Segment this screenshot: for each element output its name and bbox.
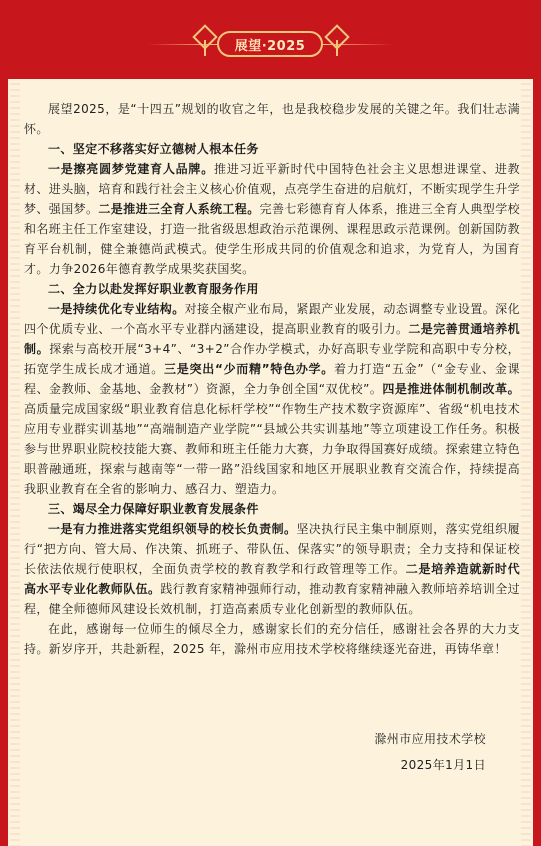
bold-lead: 一是擦亮圆梦党建育人品牌。 [48,162,214,176]
body-text: 完善七彩德育育人体系，推进三全育人典型学校和名班主任工作室建设，打造一批省级思想政治示范课例、课程思政示范课例。创新国防教育平台机制，健全兼德尚武模式。使学生形成共同的价值观念和追求，为党育人，为国育才。力争2026年德育教学成果奖获国奖。 [24,202,521,276]
bold-lead: 一是持续优化专业结构。 [48,302,185,316]
header-banner [0,0,541,78]
section-heading: 三、竭尽全力保障好职业教育发展条件 [48,502,259,516]
tassel-icon [204,40,206,56]
bold-lead: 四是推进体制机制改革。 [382,382,520,396]
page-title: 展望·2025 [217,31,323,57]
body-text: 坚决执行民主集中制原则，落实党组织履行“把方向、管大局、作决策、抓班子、带队伍、保落实”的领导职责；全力支持和保证校长依法依规行使职权，全面负责学校的教育教学和行政管理等工作。 [24,522,520,576]
letter-body [8,79,533,846]
section-heading: 二、全力以赴发挥好职业教育服务作用 [48,282,259,296]
body-text: 对接全椒产业布局，紧跟产业发展，动态调整专业设置。深化四个优质专业、一个高水平专业群内涵建设，提高职业教育的吸引力。 [24,302,520,336]
bold-lead: 二是推进三全育人系统工程。 [98,202,260,216]
body-text: 着力打造“五金”（“金专业、金课程、金教师、金基地、金教材”）资源，全力争创全国“双优校”。 [24,362,521,396]
tassel-icon [336,40,338,56]
section-heading: 一、坚定不移落实好立德树人根本任务 [48,142,259,156]
bold-lead: 二是培养造就新时代高水平专业化教师队伍。 [24,562,520,596]
body-text: 探索与高校开展“3+4”、“3+2”合作办学模式，办好高职专业学院和高职中专分校，拓宽学生成长成才通道。 [24,342,520,376]
section-paragraph [24,159,520,279]
body-text: 践行教育家精神强师行动，推动教育家精神融入教师培养培训全过程，健全师德师风建设长效机制，打造高素质专业化创新型的教师队伍。 [24,582,521,616]
section-paragraph [24,299,520,499]
school-name: 滁州市应用技术学校 [374,732,486,746]
section-paragraph [24,519,520,619]
bold-lead: 一是有力推进落实党组织领导的校长负责制。 [48,522,297,536]
body-text: 推进习近平新时代中国特色社会主义思想进课堂、进教材、进头脑，培育和践行社会主义核心价值观，点亮学生奋进的启航灯，不断实现学生升学梦、强国梦。 [24,162,521,216]
signature-block [24,729,520,775]
bold-lead: 三是突出“少而精”特色办学。 [164,362,335,376]
intro-paragraph: 展望2025，是“十四五”规划的收官之年，也是我校稳步发展的关键之年。我们壮志满怀。 [24,102,520,136]
letter-date: 2025年1月1日 [400,758,486,772]
body-text: 高质量完成国家级“职业教育信息化标杆学校”“作物生产技术数字资源库”、省级“机电技术应用专业群实训基地”“高端制造产业学院”“县域公共实训基地”等立项建设工作任务。积极参与世界职业院校技能大赛、教师和班主任能力大赛，力争取得国赛好成绩。探索建立特色职普融通班，探索与越南等“一带一路”沿线国家和地区开展职业教育交流合作，持续提高我职业教育在全省的影响力、感召力、塑造力。 [24,402,521,496]
closing-paragraph: 在此，感谢每一位师生的倾尽全力，感谢家长们的充分信任，感谢社会各界的大力支持。新岁序开，共赴新程，2025 年，滁州市应用技术学校将继续逐光奋进，再铸华章！ [24,622,520,656]
bold-lead: 二是完善贯通培养机制。 [24,322,521,356]
